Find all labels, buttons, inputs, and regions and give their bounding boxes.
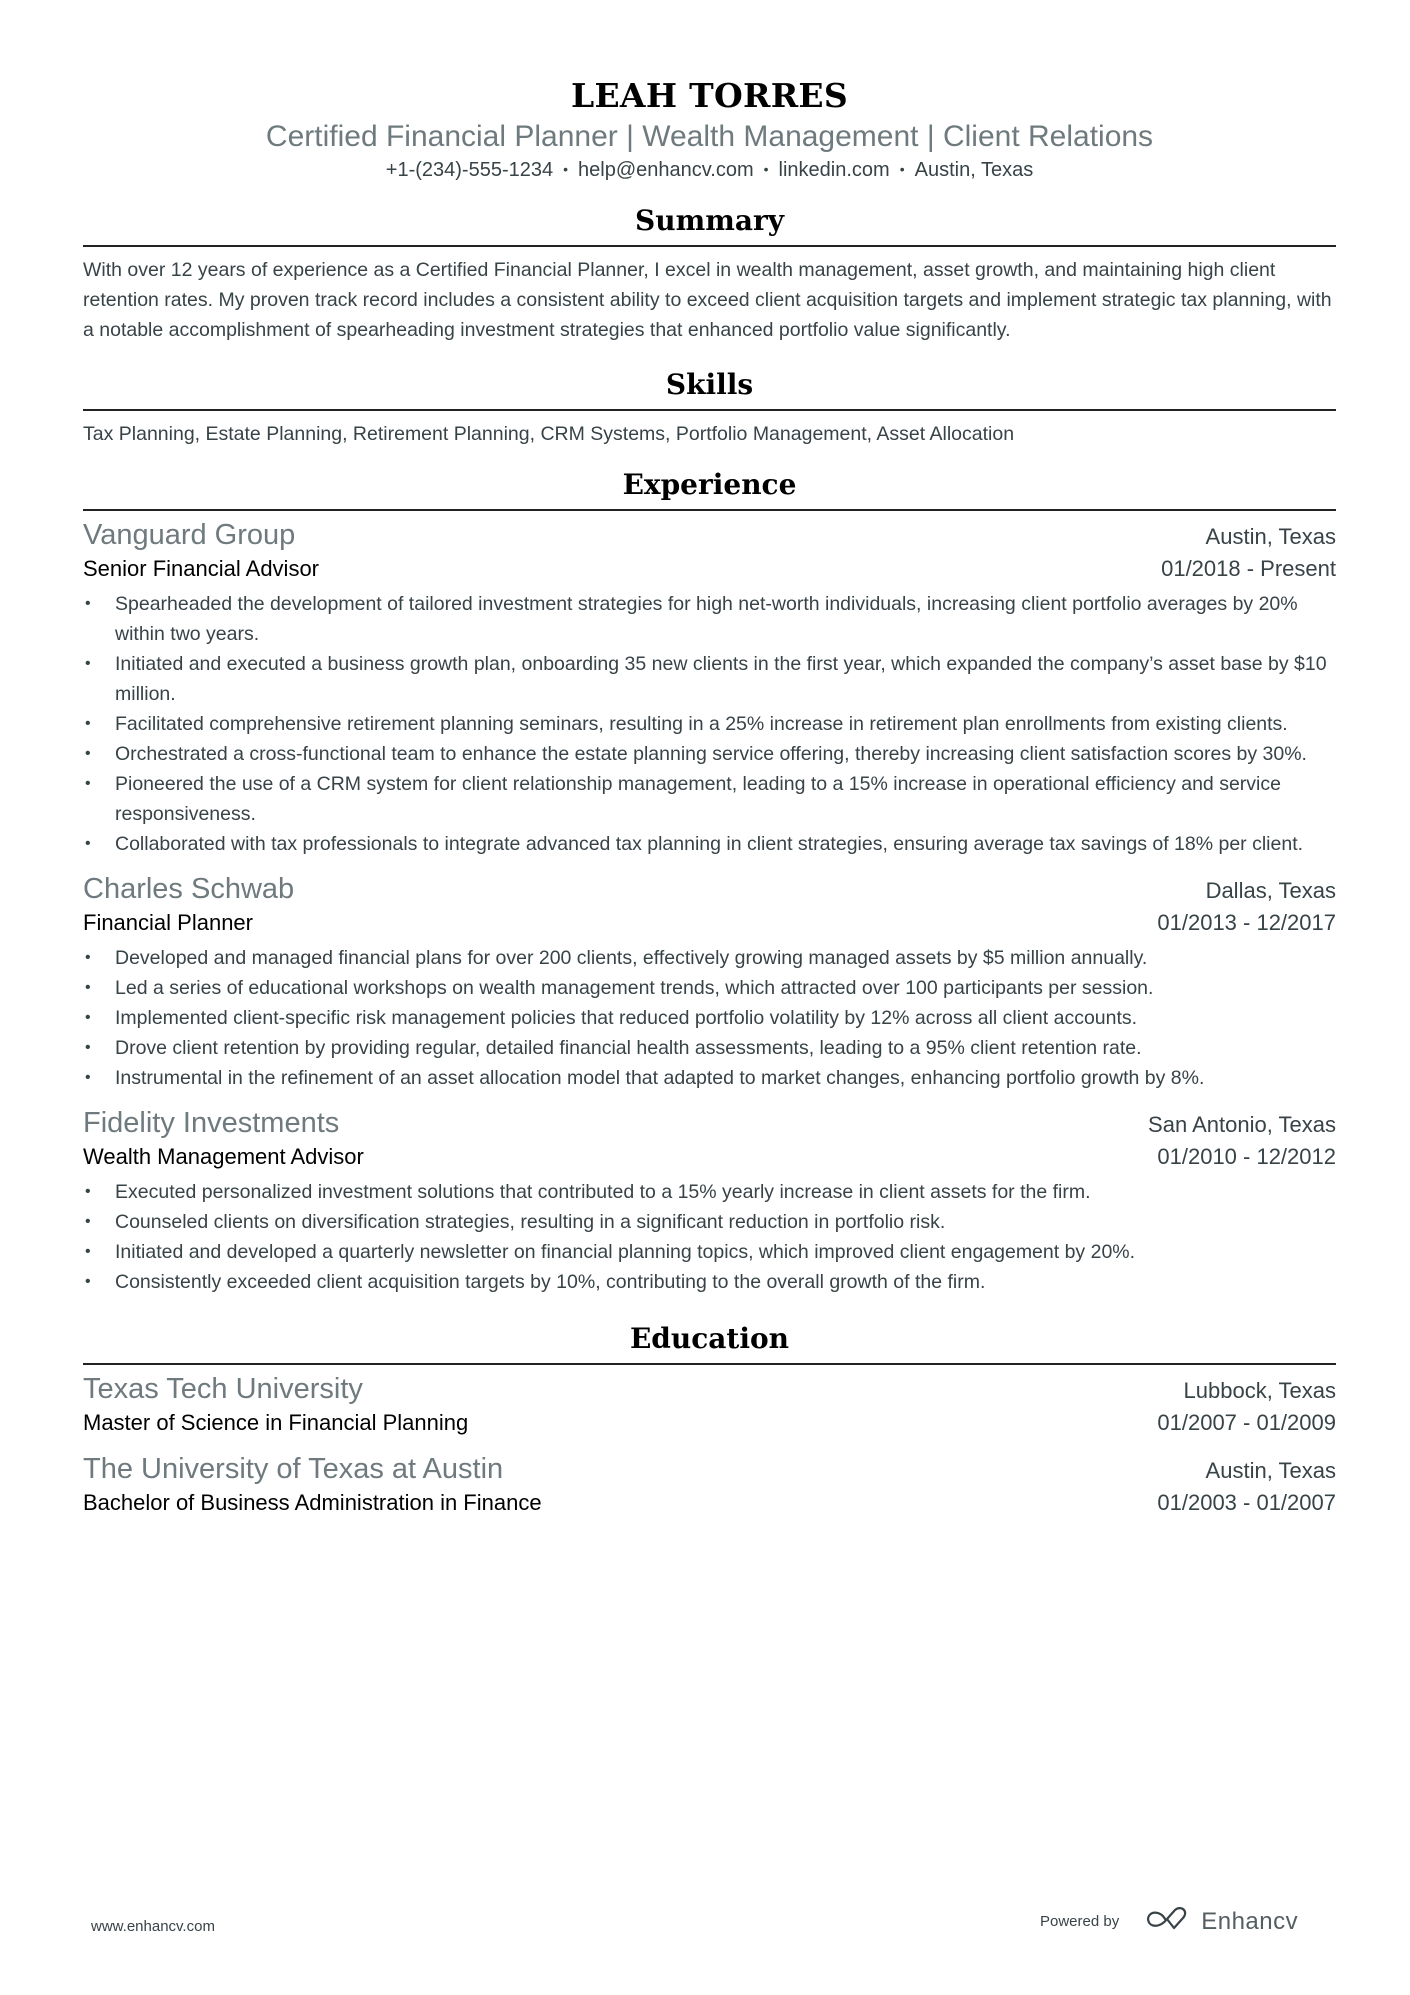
skills-section xyxy=(83,367,1336,449)
summary-section xyxy=(83,203,1336,345)
contact-location: Austin, Texas xyxy=(914,159,1034,181)
education-entry xyxy=(83,1451,1336,1519)
education-dates: 01/2003 - 01/2007 xyxy=(1157,1490,1336,1515)
school-location: Austin, Texas xyxy=(1205,1458,1336,1483)
education-entry xyxy=(83,1371,1336,1439)
job-location: Dallas, Texas xyxy=(1205,878,1336,903)
achievement-list xyxy=(83,1177,1336,1297)
candidate-title: Certified Financial Planner | Wealth Management | Client Relations xyxy=(265,120,1154,153)
section-divider xyxy=(83,509,1336,511)
contact-line xyxy=(83,156,1336,183)
job-location: San Antonio, Texas xyxy=(1148,1112,1336,1137)
skills-text: Tax Planning, Estate Planning, Retirement Planning, CRM Systems, Portfolio Management, Asset Allocation xyxy=(83,423,1015,445)
achievement-item: • Pioneered the use of a CRM system for client relationship management, leading to a 15% increase in operational efficiency and service responsiveness. xyxy=(83,769,1336,829)
section-heading: Education xyxy=(629,1322,790,1355)
powered-by-label: Powered by xyxy=(1040,1913,1120,1930)
achievement-item: • Facilitated comprehensive retirement planning seminars, resulting in a 25% increase in retirement plan enrollments from existing clients. xyxy=(83,709,1336,739)
school-name: Texas Tech University xyxy=(83,1373,363,1405)
job-title: Senior Financial Advisor xyxy=(83,556,320,581)
achievement-item: • Executed personalized investment solutions that contributed to a 15% yearly increase in client assets for the firm. xyxy=(83,1177,1336,1207)
section-divider xyxy=(83,245,1336,247)
achievement-item: • Initiated and developed a quarterly newsletter on financial planning topics, which improved client engagement by 20%. xyxy=(83,1237,1336,1267)
company-name: Charles Schwab xyxy=(83,873,295,905)
enhancv-brand-name: Enhancv xyxy=(1201,1907,1299,1935)
bullet-separator-icon: • xyxy=(763,161,769,177)
section-heading: Experience xyxy=(622,468,797,501)
resume-header xyxy=(83,0,1336,183)
enhancv-logo-icon xyxy=(1145,1906,1191,1937)
degree-name: Bachelor of Business Administration in Finance xyxy=(83,1490,542,1515)
achievement-item: • Initiated and executed a business growth plan, onboarding 35 new clients in the first year, which expanded the company’s asset base by $10 million. xyxy=(83,649,1336,709)
achievement-list xyxy=(83,943,1336,1093)
summary-text: With over 12 years of experience as a Certified Financial Planner, I excel in wealth management, asset growth, and maintaining high client retention rates. My proven track record includes a consistent ability to exceed client acquisition targets and implement strategic tax planning, with a notable accomplishment of spearheading investment strategies that enhanced portfolio value significantly. xyxy=(83,259,1332,341)
company-name: Vanguard Group xyxy=(83,519,296,551)
achievement-item: • Consistently exceeded client acquisition targets by 10%, contributing to the overall growth of the firm. xyxy=(83,1267,1336,1297)
section-heading: Skills xyxy=(665,368,754,401)
section-heading: Summary xyxy=(635,204,784,237)
education-section xyxy=(83,1321,1336,1519)
job-title: Wealth Management Advisor xyxy=(83,1144,364,1169)
achievement-item: • Developed and managed financial plans for over 200 clients, effectively growing managed assets by $5 million annually. xyxy=(83,943,1336,973)
school-name: The University of Texas at Austin xyxy=(83,1453,504,1485)
experience-section xyxy=(83,467,1336,1297)
education-dates: 01/2007 - 01/2009 xyxy=(1157,1410,1336,1435)
bullet-separator-icon: • xyxy=(563,161,569,177)
achievement-item: • Orchestrated a cross-functional team to enhance the estate planning service offering, thereby increasing client satisfaction scores by 30%. xyxy=(83,739,1336,769)
job-dates: 01/2013 - 12/2017 xyxy=(1157,910,1336,935)
experience-entry xyxy=(83,1105,1336,1297)
job-dates: 01/2010 - 12/2012 xyxy=(1157,1144,1336,1169)
footer-website-link[interactable]: www.enhancv.com xyxy=(91,1918,215,1935)
contact-linkedin[interactable]: linkedin.com xyxy=(778,159,890,181)
achievement-item: • Led a series of educational workshops on wealth management trends, which attracted over 100 participants per session. xyxy=(83,973,1336,1003)
achievement-item: • Instrumental in the refinement of an asset allocation model that adapted to market changes, enhancing portfolio growth by 8%. xyxy=(83,1063,1336,1093)
bullet-separator-icon: • xyxy=(899,161,905,177)
achievement-item: • Counseled clients on diversification strategies, resulting in a significant reduction in portfolio risk. xyxy=(83,1207,1336,1237)
job-title: Financial Planner xyxy=(83,910,253,935)
experience-entry xyxy=(83,517,1336,859)
contact-phone: +1-(234)-555-1234 xyxy=(385,159,554,181)
school-location: Lubbock, Texas xyxy=(1183,1378,1336,1403)
candidate-name: LEAH TORRES xyxy=(570,76,849,115)
resume-page xyxy=(83,0,1336,1519)
degree-name: Master of Science in Financial Planning xyxy=(83,1410,469,1435)
section-divider xyxy=(83,409,1336,411)
achievement-item: • Collaborated with tax professionals to integrate advanced tax planning in client strategies, ensuring average tax savings of 18% per client. xyxy=(83,829,1336,859)
achievement-item: • Implemented client-specific risk management policies that reduced portfolio volatility by 12% across all client accounts. xyxy=(83,1003,1336,1033)
company-name: Fidelity Investments xyxy=(83,1107,340,1139)
achievement-item: • Spearheaded the development of tailored investment strategies for high net-worth individuals, increasing client portfolio averages by 20% within two years. xyxy=(83,589,1336,649)
job-location: Austin, Texas xyxy=(1205,524,1336,549)
experience-entry xyxy=(83,871,1336,1093)
achievement-list xyxy=(83,589,1336,859)
footer-branding xyxy=(1040,1906,1298,1937)
contact-email[interactable]: help@enhancv.com xyxy=(578,159,754,181)
section-divider xyxy=(83,1363,1336,1365)
achievement-item: • Drove client retention by providing regular, detailed financial health assessments, leading to a 95% client retention rate. xyxy=(83,1033,1336,1063)
job-dates: 01/2018 - Present xyxy=(1161,556,1336,581)
